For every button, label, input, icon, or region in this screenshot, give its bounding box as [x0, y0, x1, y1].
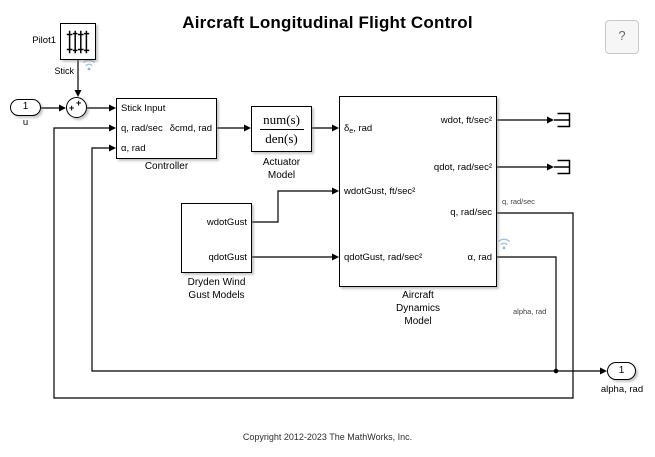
aircraft-out-q-label: q, rad/sec — [450, 207, 492, 218]
aircraft-out-alpha-label: α, rad — [467, 252, 492, 263]
sum-sign-top: + — [76, 98, 82, 108]
stick-signal-label: Stick — [54, 66, 74, 76]
pilot1-block[interactable] — [60, 23, 96, 60]
controller-block-name: Controller — [144, 161, 189, 172]
wire-wdotgust[interactable] — [252, 191, 333, 222]
controller-in-alpha-label: α, rad — [121, 143, 146, 154]
inport-u-label: u — [22, 117, 29, 128]
aircraft-out-qdot-label: qdot, rad/sec² — [433, 162, 492, 173]
copyright-text: Copyright 2012-2023 The MathWorks, Inc. — [242, 432, 413, 442]
outport-alpha-label: alpha, rad — [600, 384, 644, 395]
dryden-block-name: Dryden Wind Gust Models — [187, 277, 246, 301]
aircraft-in-wdotgust-label: wdotGust, ft/sec² — [344, 186, 416, 197]
dryden-out-qdotgust-label: qdotGust — [208, 252, 247, 263]
sum-block[interactable] — [66, 97, 87, 118]
aircraft-in-elevator-label: $\delta_e$, rad — [344, 123, 373, 135]
model-title: Aircraft Longitudinal Flight Control — [182, 13, 473, 32]
controller-block[interactable] — [116, 98, 217, 159]
transfer-fcn-denominator: den(s) — [265, 130, 298, 146]
wire-junction-dot — [554, 369, 559, 374]
actuator-block-name: Actuator Model — [262, 157, 301, 181]
stick-logging-wireless-icon[interactable] — [83, 60, 94, 70]
actuator-model-block[interactable] — [251, 106, 312, 152]
fraction-bar — [260, 129, 304, 130]
controller-out-deltacmd-label: δcmd, rad — [169, 123, 212, 134]
alpha-logging-wireless-icon[interactable] — [498, 239, 509, 249]
dryden-gust-block[interactable] — [181, 203, 252, 273]
help-button[interactable]: ? — [605, 20, 639, 54]
alpha-feedback-signal-label: alpha, rad — [513, 307, 547, 316]
controller-in-q-label: q, rad/sec — [121, 123, 163, 134]
qdot-sink-icon[interactable] — [554, 160, 570, 174]
q-feedback-signal-label: q, rad/sec — [502, 197, 535, 206]
transfer-function-icon — [252, 107, 311, 151]
aircraft-out-wdot-label: wdot, ft/sec² — [440, 115, 492, 126]
sum-sign-left: + — [69, 103, 75, 113]
outport-alpha[interactable] — [607, 362, 636, 380]
outport-alpha-number: 1 — [618, 365, 625, 376]
controller-in-stick-label: Stick Input — [121, 103, 166, 114]
aircraft-block-name: Aircraft Dynamics Model — [396, 290, 440, 327]
inport-u-number: 1 — [22, 101, 29, 112]
aircraft-dynamics-block[interactable] — [339, 96, 497, 287]
signal-editor-icon — [64, 28, 92, 56]
aircraft-in-qdotgust-label: qdotGust, rad/sec² — [344, 252, 423, 263]
wdot-sink-icon[interactable] — [554, 113, 570, 127]
transfer-fcn-numerator: num(s) — [263, 111, 300, 127]
pilot1-block-name: Pilot1 — [32, 35, 56, 46]
dryden-out-wdotgust-label: wdotGust — [206, 217, 247, 228]
inport-u[interactable] — [10, 99, 41, 116]
